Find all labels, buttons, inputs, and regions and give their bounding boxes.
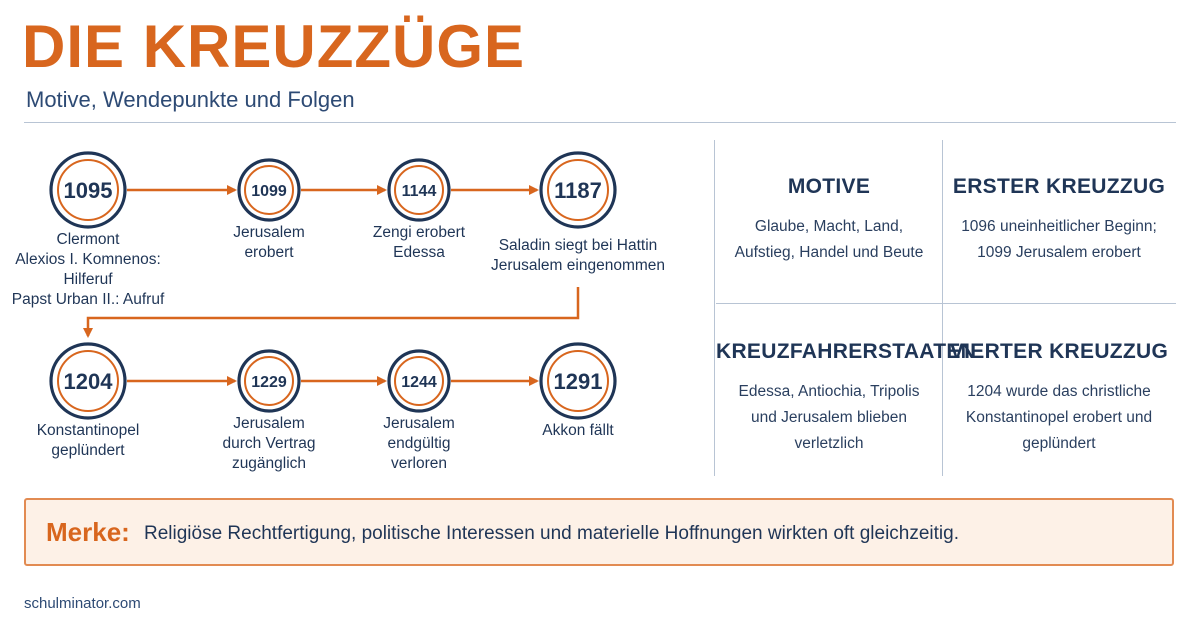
timeline-node-1095: [51, 153, 125, 227]
event-label-1244: [329, 414, 509, 474]
event-label-line: Saladin siegt bei Hattin: [498, 237, 658, 254]
card-kreuzfahrerstaaten: [716, 339, 977, 457]
event-label-line: zugänglich: [231, 455, 307, 472]
timeline-node-1229: [239, 351, 299, 411]
card-motive-title: MOTIVE: [787, 175, 871, 198]
event-label-line: Jerusalem: [233, 415, 305, 432]
card-kreuzfahrerstaaten-text: [716, 379, 942, 457]
card-vierter-kreuzzug-text: [946, 379, 1172, 457]
event-label-1144: [329, 223, 509, 263]
card-vierter-kreuzzug-title: VIERTER KREUZZUG: [949, 340, 1169, 363]
year-label: 1099: [251, 182, 287, 200]
event-label-line: endgültig: [387, 435, 451, 452]
card-motive-line: Aufstieg, Handel und Beute: [734, 244, 924, 261]
merke-label: Merke:: [46, 517, 130, 547]
card-vierter-kreuzzug-line: Konstantinopel erobert und: [965, 409, 1153, 426]
year-label: 1144: [401, 182, 437, 200]
event-label-line: durch Vertrag: [222, 435, 316, 452]
card-erster-kreuzzug-title: ERSTER KREUZZUG: [952, 175, 1166, 198]
footer-site: schulminator.com: [24, 595, 141, 612]
card-motive-line: Glaube, Macht, Land,: [754, 218, 904, 235]
event-label-1204: [0, 421, 178, 461]
timeline-node-1187: [541, 153, 615, 227]
page-subtitle: Motive, Wendepunkte und Folgen: [26, 87, 355, 112]
timeline-node-1144: [389, 160, 449, 220]
timeline-node-1099: [239, 160, 299, 220]
card-erster-kreuzzug-line: 1096 uneinheitlicher Beginn;: [961, 218, 1157, 235]
year-label: 1229: [251, 373, 287, 391]
event-label-line: Jerusalem: [383, 415, 455, 432]
year-label: 1095: [63, 177, 113, 203]
event-label-line: Hilferuf: [63, 271, 113, 288]
event-label-line: Jerusalem: [233, 224, 305, 241]
event-label-line: Edessa: [393, 244, 445, 261]
year-label: 1204: [63, 368, 113, 394]
event-label-line: verloren: [391, 455, 447, 472]
card-erster-kreuzzug: [946, 174, 1172, 266]
grid-center-divider: [942, 140, 943, 476]
merke-box: [24, 498, 1174, 566]
page-title: DIE KREUZZÜGE: [22, 13, 526, 80]
event-label-line: Konstantinopel: [36, 422, 140, 439]
card-erster-kreuzzug-text: [946, 214, 1172, 266]
event-label-line: Jerusalem eingenommen: [490, 257, 666, 274]
card-erster-kreuzzug-line: 1099 Jerusalem erobert: [977, 244, 1141, 261]
event-label-1291: [488, 421, 668, 441]
card-motive: [716, 174, 942, 266]
merke-text: Religiöse Rechtfertigung, politische Interessen und materielle Hoffnungen wirkten oft gleichzeitig.: [144, 523, 959, 544]
timeline-node-1244: [389, 351, 449, 411]
event-label-1095: [0, 230, 178, 310]
event-label-line: Akkon fällt: [542, 422, 614, 439]
timeline-node-1291: [541, 344, 615, 418]
event-label-line: geplündert: [51, 442, 125, 459]
card-kreuzfahrerstaaten-title: KREUZFAHRERSTAATEN: [716, 340, 977, 363]
event-label-line: Zengi erobert: [372, 224, 466, 241]
year-label: 1291: [553, 368, 603, 394]
timeline-node-1204: [51, 344, 125, 418]
card-kreuzfahrerstaaten-line: Edessa, Antiochia, Tripolis: [738, 383, 920, 400]
event-label-line: erobert: [244, 244, 294, 261]
year-label: 1187: [554, 177, 602, 203]
event-label-line: Clermont: [56, 231, 120, 248]
event-label-line: Papst Urban II.: Aufruf: [11, 291, 165, 308]
card-vierter-kreuzzug-line: 1204 wurde das christliche: [967, 383, 1151, 400]
card-vierter-kreuzzug: [946, 339, 1172, 457]
card-motive-text: [716, 214, 942, 266]
year-label: 1244: [401, 373, 437, 391]
event-label-1187: [488, 236, 668, 276]
grid-left-border: [714, 140, 715, 476]
grid-row-divider: [716, 303, 1176, 304]
card-kreuzfahrerstaaten-line: und Jerusalem blieben: [751, 409, 907, 426]
event-label-line: Alexios I. Komnenos:: [15, 251, 161, 268]
card-kreuzfahrerstaaten-line: verletzlich: [794, 435, 864, 452]
card-vierter-kreuzzug-line: geplündert: [1022, 435, 1096, 452]
